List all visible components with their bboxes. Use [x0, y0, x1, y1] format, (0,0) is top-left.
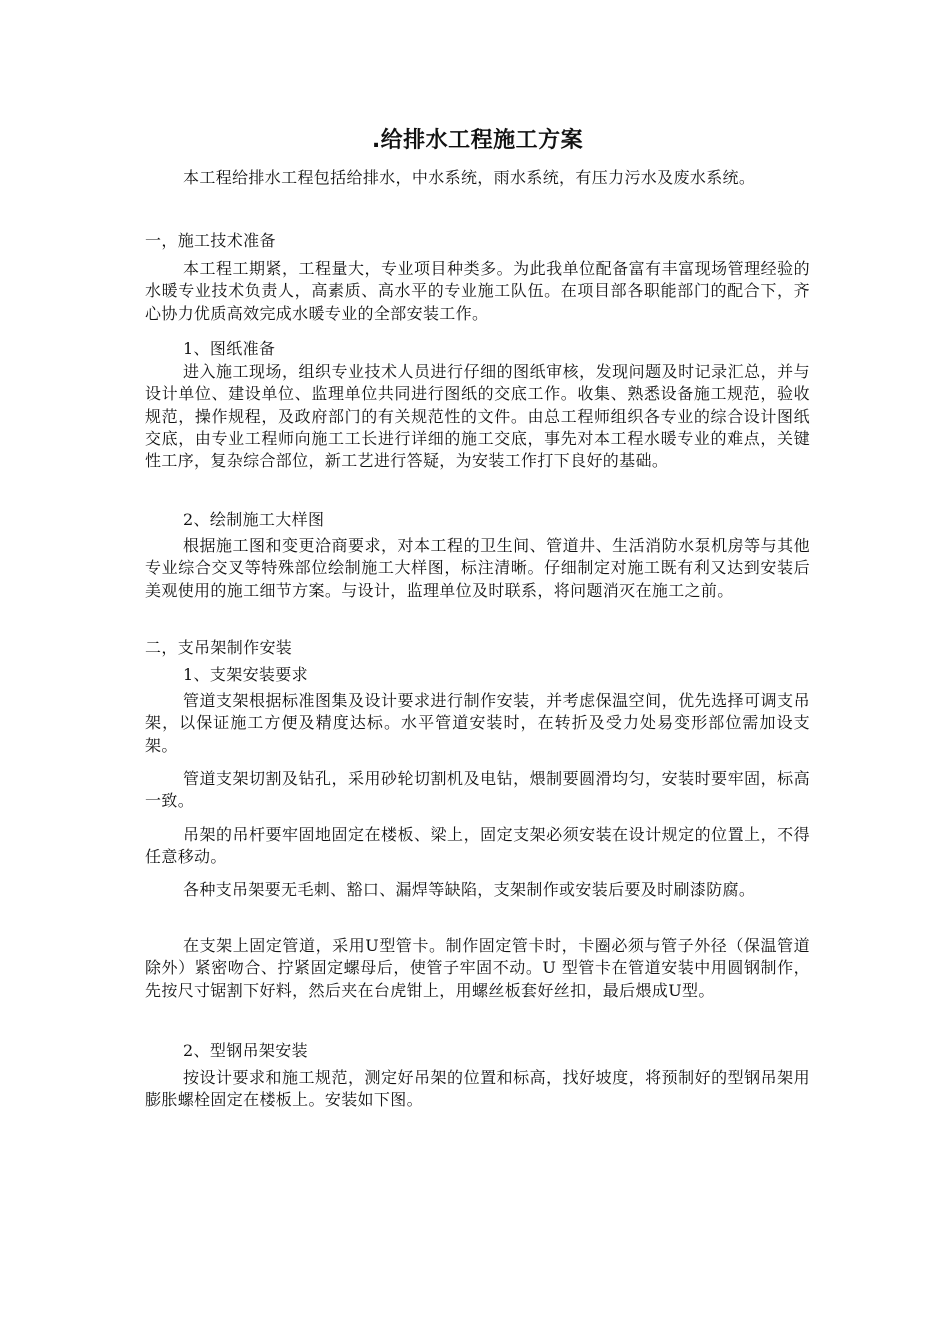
intro-paragraph: 本工程给排水工程包括给排水，中水系统，雨水系统，有压力污水及废水系统。 — [183, 168, 756, 187]
subsection-1-1-heading: 1、图纸准备 — [183, 339, 276, 358]
section-2-heading: 二，支吊架制作安装 — [145, 638, 293, 657]
subsection-2-2-paragraph: 按设计要求和施工规范，测定好吊架的位置和标高，找好坡度，将预制好的型钢吊架用膨胀螺栓固定在楼板上。安装如下图。 — [145, 1068, 810, 1110]
subsection-1-1-paragraph: 进入施工现场，组织专业技术人员进行仔细的图纸审核，发现问题及时记录汇总，并与设计单位、建设单位、监理单位共同进行图纸的交底工作。收集、熟悉设备施工规范，验收规范，操作规程，及政府部门的有关规范性的文件。由总工程师组织各专业的综合设计图纸交底，由专业工程师向施工工长进行详细的施工交底，事先对本工程水暖专业的难点，关键性工序，复杂综合部位，新工艺进行答疑，为安装工作打下良好的基础。 — [145, 362, 810, 471]
subsection-1-2-paragraph: 根据施工图和变更洽商要求，对本工程的卫生间、管道井、生活消防水泵机房等与其他专业综合交叉等特殊部位绘制施工大样图，标注清晰。仔细制定对施工既有利又达到安装后美观使用的施工细节方案。与设计，监理单位及时联系，将问题消灭在施工之前。 — [145, 536, 810, 600]
subsection-2-1-paragraph-1: 管道支架根据标准图集及设计要求进行制作安装，并考虑保温空间，优先选择可调支吊架，以保证施工方便及精度达标。水平管道安装时，在转折及受力处易变形部位需加设支架。 — [145, 691, 810, 755]
section-1-heading: 一，施工技术准备 — [145, 231, 276, 250]
subsection-2-1-paragraph-3: 吊架的吊杆要牢固地固定在楼板、梁上，固定支架必须安装在设计规定的位置上，不得任意移动。 — [145, 825, 810, 867]
subsection-2-1-paragraph-4: 各种支吊架要无毛刺、豁口、漏焊等缺陷，支架制作或安装后要及时刷漆防腐。 — [183, 880, 756, 899]
subsection-1-2-heading: 2、绘制施工大样图 — [183, 510, 325, 529]
subsection-2-1-paragraph-5: 在支架上固定管道，采用U型管卡。制作固定管卡时，卡圈必须与管子外径（保温管道除外）紧密吻合、拧紧固定螺母后，使管子牢固不动。U 型管卡在管道安装中用圆钢制作，先按尺寸锯割下好料，然后夹在台虎钳上，用螺丝板套好丝扣，最后煨成U型。 — [145, 936, 810, 1000]
subsection-2-2-heading: 2、型钢吊架安装 — [183, 1041, 308, 1060]
subsection-2-1-heading: 1、支架安装要求 — [183, 665, 308, 684]
section-1-paragraph: 本工程工期紧，工程量大，专业项目种类多。为此我单位配备富有丰富现场管理经验的水暖专业技术负责人，高素质、高水平的专业施工队伍。在项目部各职能部门的配合下，齐心协力优质高效完成水暖专业的全部安装工作。 — [145, 259, 810, 323]
subsection-2-1-paragraph-2: 管道支架切割及钻孔，采用砂轮切割机及电钻，煨制要圆滑均匀，安装时要牢固，标高一致。 — [145, 769, 810, 811]
page-title: .给排水工程施工方案 — [371, 128, 584, 153]
